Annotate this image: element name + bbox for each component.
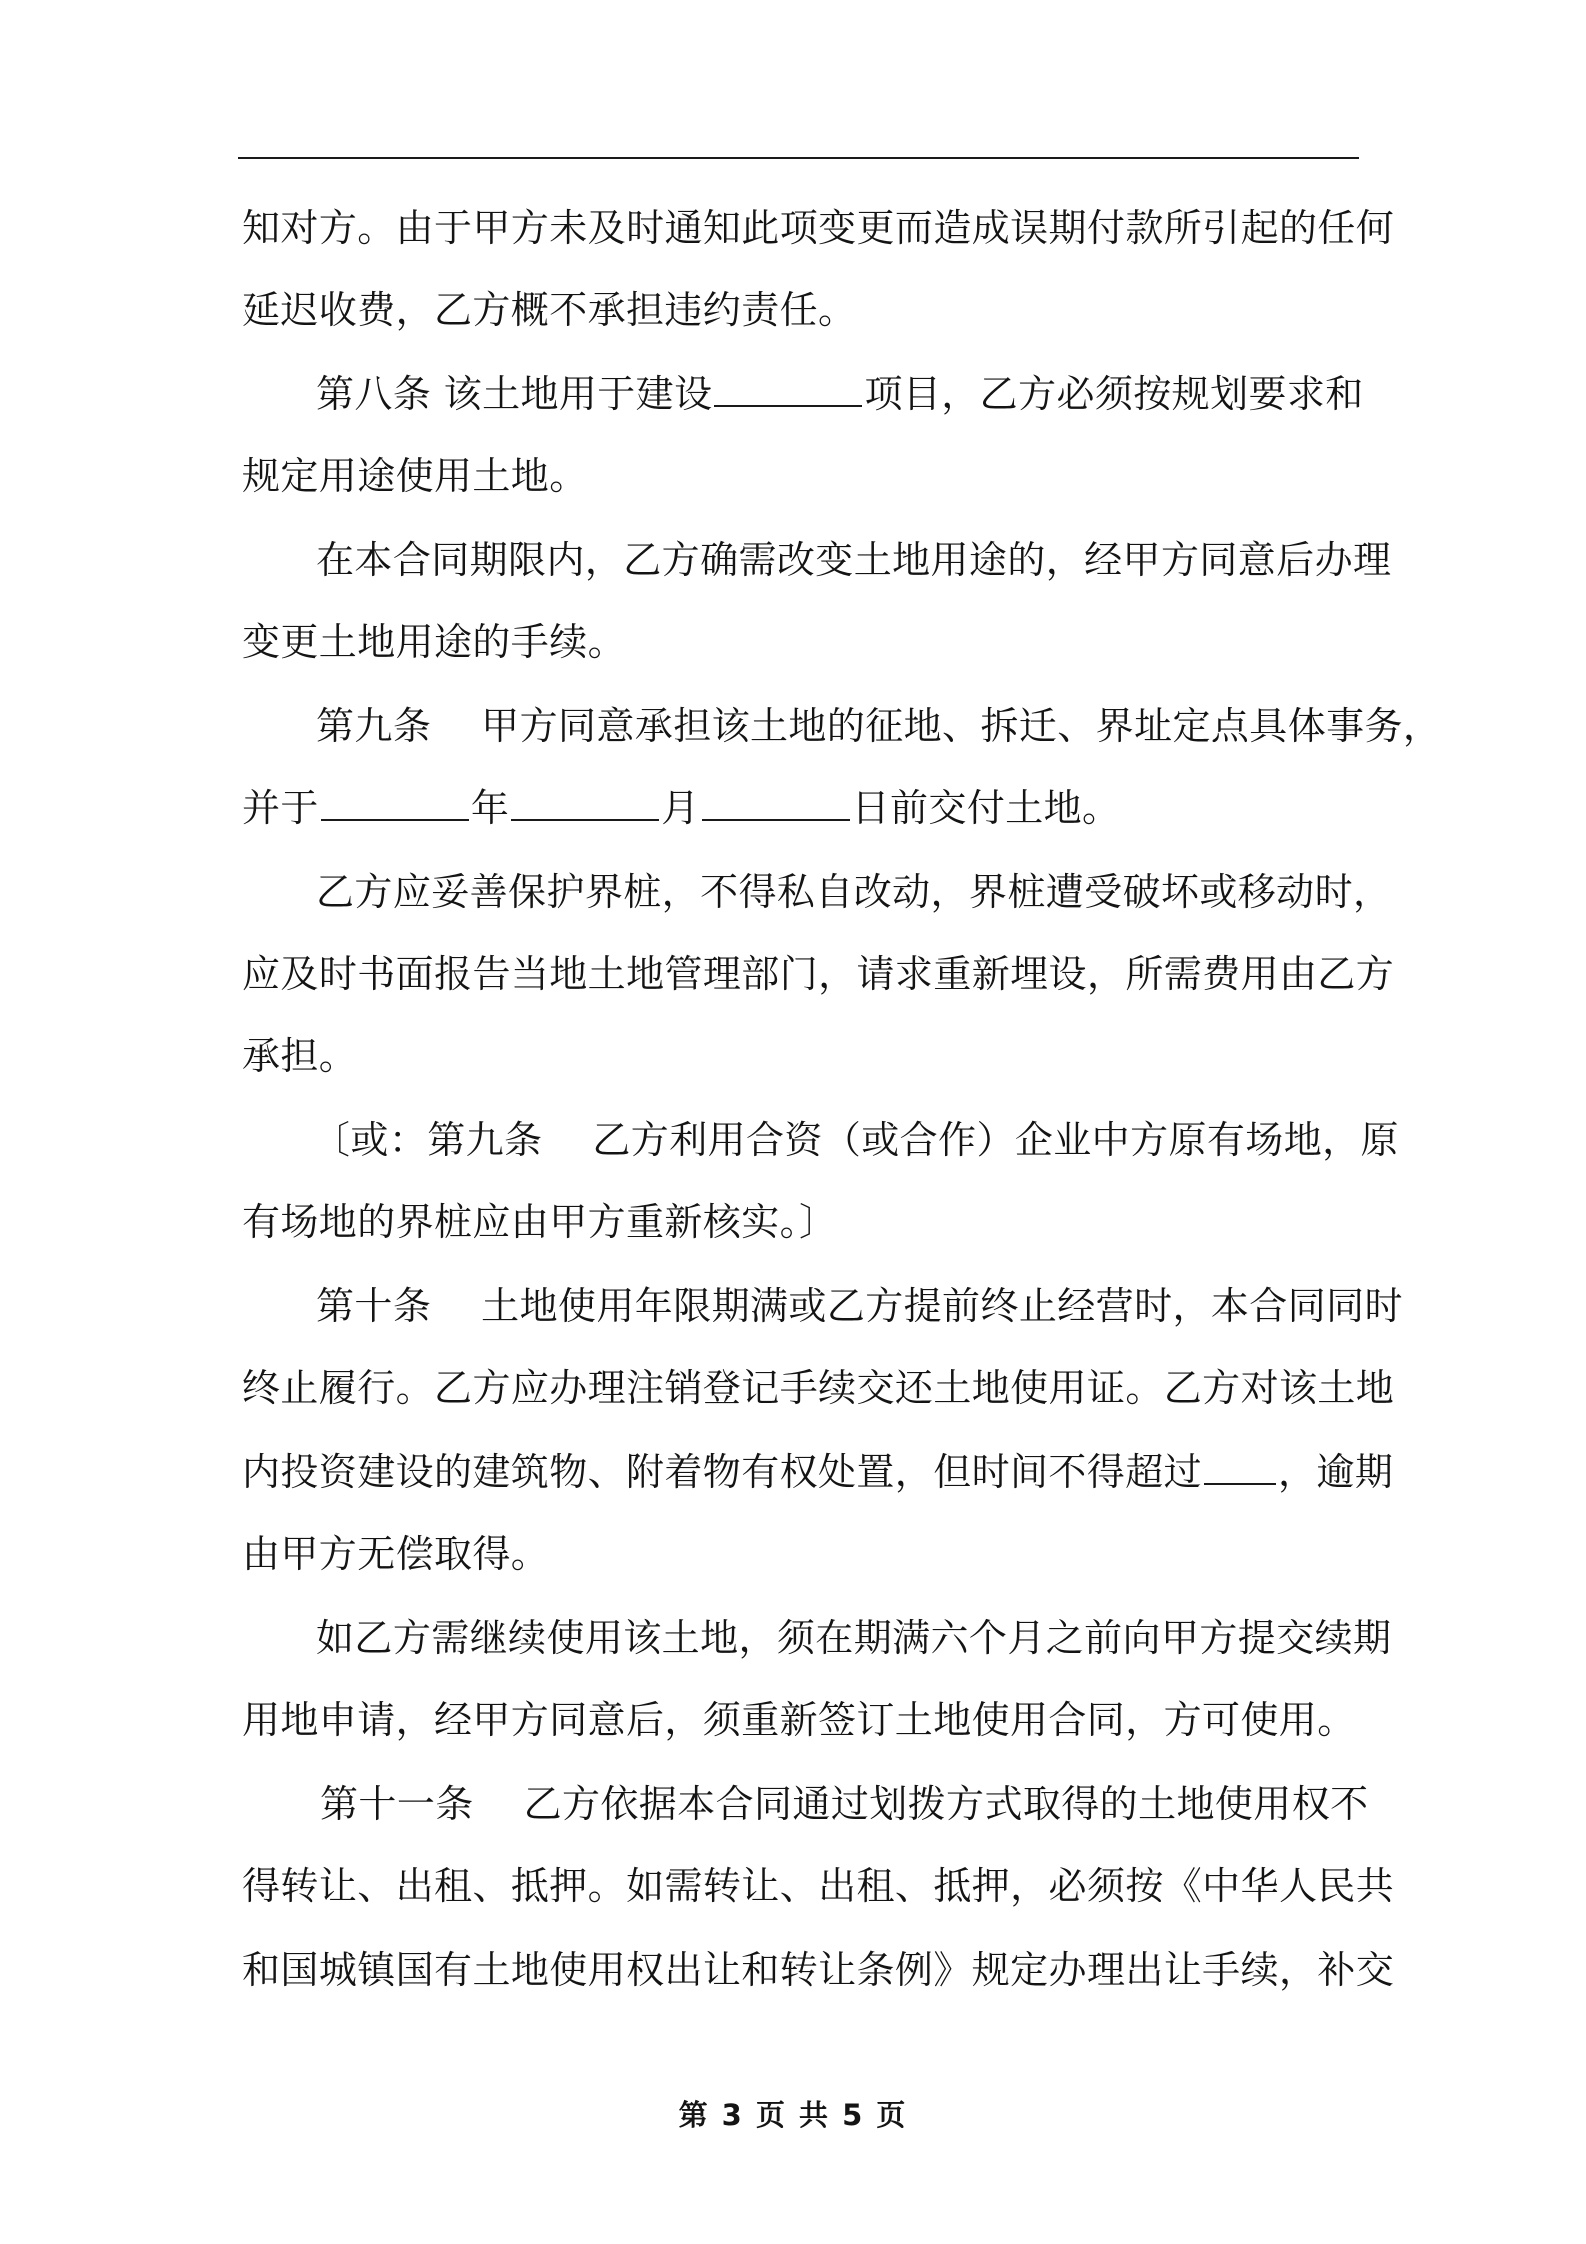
text-line: 得 转 让 、 出 租 、 抵 押 。 如 需 转 让 、 出 租 、 抵 押 ， 必 须 按 《 中 华 人 民 共 [242,1864,1395,1908]
text-segment: 内投资建设的建筑物、附着物有权处置，但时间不得超过 [242,1450,1203,1494]
text-line: 第 十 一 条 乙 方 依 据 本 合 同 通 过 划 拨 方 式 取 得 的 土 地 使 用 权 不 [320,1782,1369,1826]
text-line: 知 对 方 。 由 于 甲 方 未 及 时 通 知 此 项 变 更 而 造 成 误 期 付 款 所 引 起 的 任 何 [242,206,1395,250]
text-line: 有场地的界桩应由甲方重新核实。〕 [242,1200,838,1244]
text-line: 承担。 [242,1034,358,1078]
text-line: 规定用途使用土地。 [242,454,588,498]
text-segment: 年 [470,786,510,830]
text-line: 如 乙 方 需 继 续 使 用 该 土 地 ， 须 在 期 满 六 个 月 之 前 向 甲 方 提 交 续 期 [316,1616,1392,1660]
text-line: 延迟收费，乙方概不承担违约责任。 [242,288,857,332]
article-8-line [316,364,1364,424]
text-line: 和 国 城 镇 国 有 土 地 使 用 权 出 让 和 转 让 条 例 》 规 定 办 理 出 让 手 续 ， 补 交 [242,1948,1395,1992]
month-blank [511,779,659,821]
text-line: 终 止 履 行 。 乙 方 应 办 理 注 销 登 记 手 续 交 还 土 地 使 用 证 。 乙 方 对 该 土 地 [242,1366,1395,1410]
text-line: 第 九 条 甲 方 同 意 承 担 该 土 地 的 征 地 、 拆 迁 、 界 址 定 点 具 体 事 务 ， [316,704,1442,748]
text-line: 在 本 合 同 期 限 内 ， 乙 方 确 需 改 变 土 地 用 途 的 ， 经 甲 方 同 意 后 办 理 [316,538,1392,582]
text-line: 变更土地用途的手续。 [242,620,627,664]
text-segment: 日前交付土地。 [851,786,1121,830]
text-line: 乙 方 应 妥 善 保 护 界 桩 ， 不 得 私 自 改 动 ， 界 桩 遭 受 破 坏 或 移 动 时 ， [316,870,1392,914]
page-number-footer: 第 3 页 共 5 页 [678,2098,908,2132]
text-line: 应 及 时 书 面 报 告 当 地 土 地 管 理 部 门 ， 请 求 重 新 埋 设 ， 所 需 费 用 由 乙 方 [242,952,1395,996]
text-line: 〔 或 ： 第 九 条 乙 方 利 用 合 资 （ 或 合 作 ） 企 业 中 方 原 有 场 地 ， 原 [312,1118,1399,1162]
date-fill-line [242,778,1357,838]
text-segment: 月 [661,786,700,830]
day-blank [702,779,850,821]
text-line: 第 十 条 土 地 使 用 年 限 期 满 或 乙 方 提 前 终 止 经 营 时 ， 本 合 同 同 时 [316,1284,1403,1328]
text-segment: 项目，乙方必须按规划要求和 [864,372,1364,416]
year-blank [321,779,469,821]
text-line: 由甲方无偿取得。 [242,1532,550,1576]
header-rule [238,157,1359,159]
fill-in-blank [714,365,862,407]
article-10-blank-line [242,1442,1394,1502]
text-segment: 并于 [242,786,319,830]
text-segment: 第八条 该土地用于建设 [316,372,713,416]
fill-in-blank [1204,1443,1276,1485]
text-line: 用地申请，经甲方同意后，须重新签订土地使用合同，方可使用。 [242,1698,1356,1742]
text-segment: ，逾期 [1278,1450,1394,1494]
